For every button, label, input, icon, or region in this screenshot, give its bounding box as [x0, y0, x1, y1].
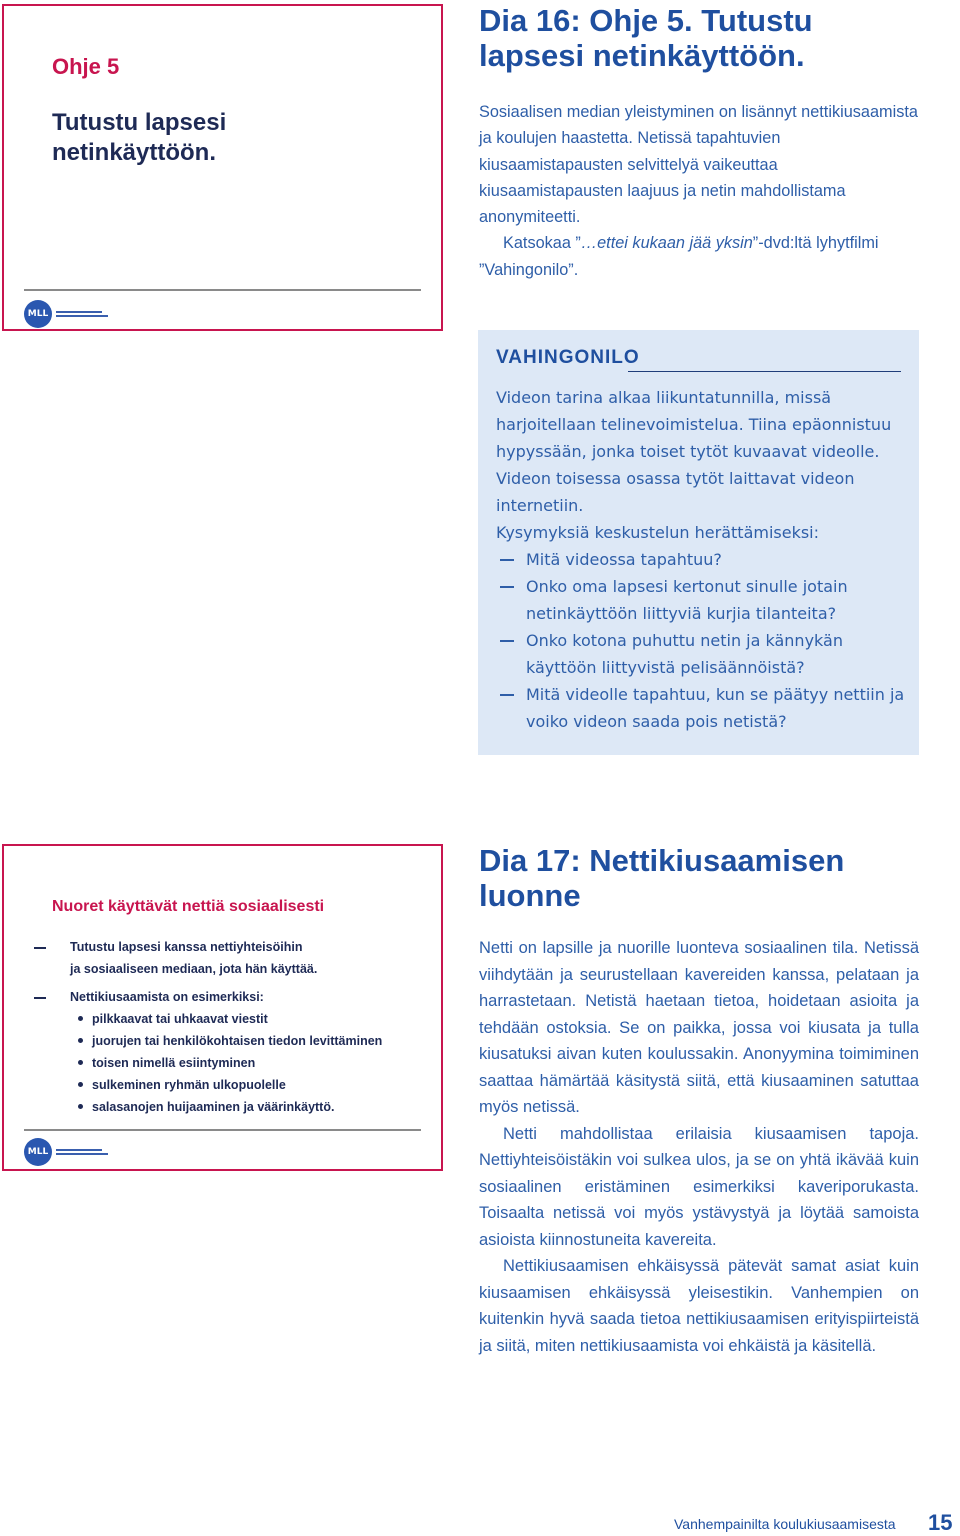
section-2-paragraph-3: Nettikiusaamisen ehkäisyssä pätevät samat asiat kuin kiusaamisen ehkäisyssä yleisestikin. Vanhempien on kuitenkin hyvä saada tietoa nettikiusaamisen erityispiirteistä ja siitä, miten nettikiusaamista voi ehkäistä ja käsitellä.: [479, 1257, 919, 1355]
dash-icon: [500, 640, 514, 642]
questions-intro: Kysymyksiä keskustelun herättämiseksi:: [496, 523, 820, 542]
section-title-dia-16: Dia 16: Ohje 5. Tutustu lapsesi netinkäyttöön.: [479, 3, 813, 73]
slide-sub-bullet: toisen nimellä esiintyminen: [34, 1052, 424, 1074]
dash-icon: [500, 586, 514, 588]
info-box-rule: [628, 371, 901, 372]
slide-bullet-list: [34, 936, 424, 1118]
mll-logo: [24, 1138, 108, 1166]
bullet-icon: [78, 1104, 83, 1109]
watch-dvd-title: …ettei kukaan jää yksin: [580, 234, 753, 253]
dash-icon: [500, 694, 514, 696]
slide-sub-bullet: sulkeminen ryhmän ulkopuolelle: [34, 1074, 424, 1096]
question-item: Mitä videossa tapahtuu?: [496, 546, 906, 573]
video-story: Videon tarina alkaa liikuntatunnilla, missä harjoitellaan telinevoimistelua. Tiina epäonnistuu hypyssään, jonka toiset tytöt kuvaavat videolle. Videon toisessa osassa tytöt laittavat videon internetiin.: [496, 388, 892, 515]
page-number: 15: [928, 1510, 953, 1535]
section-1-watch-note: [479, 230, 919, 283]
slide-item: Tutustu lapsesi kanssa nettiyhteisöihin: [34, 936, 424, 958]
mll-logo-badge: MLL: [24, 300, 52, 328]
slide-thumbnail-ohje-5: [2, 4, 443, 331]
question-item: Onko oma lapsesi kertonut sinulle jotain netinkäyttöön liittyviä kurjia tilanteita?: [496, 573, 906, 627]
bullet-icon: [78, 1082, 83, 1087]
info-box-text: [496, 384, 906, 735]
section-1-paragraph: Sosiaalisen median yleistyminen on lisännyt nettikiusaamista ja koulujen haastetta. Netissä tapahtuvien kiusaamistapausten selvittelyä vaikeuttaa kiusaamistapausten laajuus ja netin mahdollistama anonymiteetti.: [479, 103, 918, 227]
slide-sub-bullet: pilkkaavat tai uhkaavat viestit: [34, 1008, 424, 1030]
page-footer-text: Vanhempainilta koulukiusaamisesta: [674, 1516, 896, 1532]
watch-suffix: ”-dvd:ltä lyhytfilmi ”Vahingonilo”.: [479, 234, 879, 279]
bullet-icon: [78, 1060, 83, 1065]
info-box-heading: VAHINGONILO: [496, 347, 640, 368]
section-title-dia-17: Dia 17: Nettikiusaamisen luonne: [479, 843, 845, 913]
slide-title: Tutustu lapsesi netinkäyttöön.: [52, 109, 227, 166]
slide-item-continued: ja sosiaaliseen mediaan, jota hän käyttää.: [70, 962, 318, 976]
mll-logo-badge: MLL: [24, 1138, 52, 1166]
dash-icon: [34, 997, 46, 999]
slide-heading: Nuoret käyttävät nettiä sosiaalisesti: [52, 898, 325, 915]
slide-thumbnail-nuoret: [2, 844, 443, 1171]
slide-footer-line: [24, 1129, 421, 1131]
question-item: Onko kotona puhuttu netin ja kännykän käyttöön liittyvistä pelisäännöistä?: [496, 627, 906, 681]
section-1-body: [479, 99, 919, 283]
watch-prefix: Katsokaa ”: [503, 234, 581, 253]
dash-icon: [500, 559, 514, 561]
bullet-icon: [78, 1038, 83, 1043]
slide-sub-bullet: salasanojen huijaaminen ja väärinkäyttö.: [34, 1096, 424, 1118]
bullet-icon: [78, 1016, 83, 1021]
vahingonilo-info-box: [478, 330, 919, 755]
slide-footer-line: [24, 289, 421, 291]
mll-logo-lines: [56, 311, 108, 317]
slide-kicker: Ohje 5: [52, 54, 120, 79]
dash-icon: [34, 947, 46, 949]
mll-logo-lines: [56, 1149, 108, 1155]
question-item: Mitä videolle tapahtuu, kun se päätyy nettiin ja voiko videon saada pois netistä?: [496, 681, 906, 735]
section-2-paragraph-1: Netti on lapsille ja nuorille luonteva sosiaalinen tila. Netissä viihdytään ja seurustellaan kavereiden kanssa, pelataan ja harrastetaan. Netistä haetaan tietoa, hoidetaan asioita ja tehdään ostoksia. Se on paikka, jossa voi kiusata ja tulla kiusatuksi aivan kuten koulussakin. Anonyymina toimiminen saattaa hämärtää käsitystä siitä, että kiusaaminen satuttaa myös netissä.: [479, 939, 919, 1116]
section-2-paragraph-2: Netti mahdollistaa erilaisia kiusaamisen tapoja. Nettiyhteisöistäkin voi sulkea ulos, ja se on yhtä ikävää kuin sosiaalinen eristäminen esimerkiksi kaveriporukasta. Toisaalta netissä voi myös ystävystyä ja löytää samoista asioista kiinnostuneita kavereita.: [479, 1124, 919, 1249]
section-2-body: [479, 935, 919, 1359]
slide-sub-bullet: juorujen tai henkilökohtaisen tiedon levittäminen: [34, 1030, 424, 1052]
slide-item: Nettikiusaamista on esimerkiksi:: [34, 986, 424, 1008]
mll-logo: [24, 300, 108, 328]
